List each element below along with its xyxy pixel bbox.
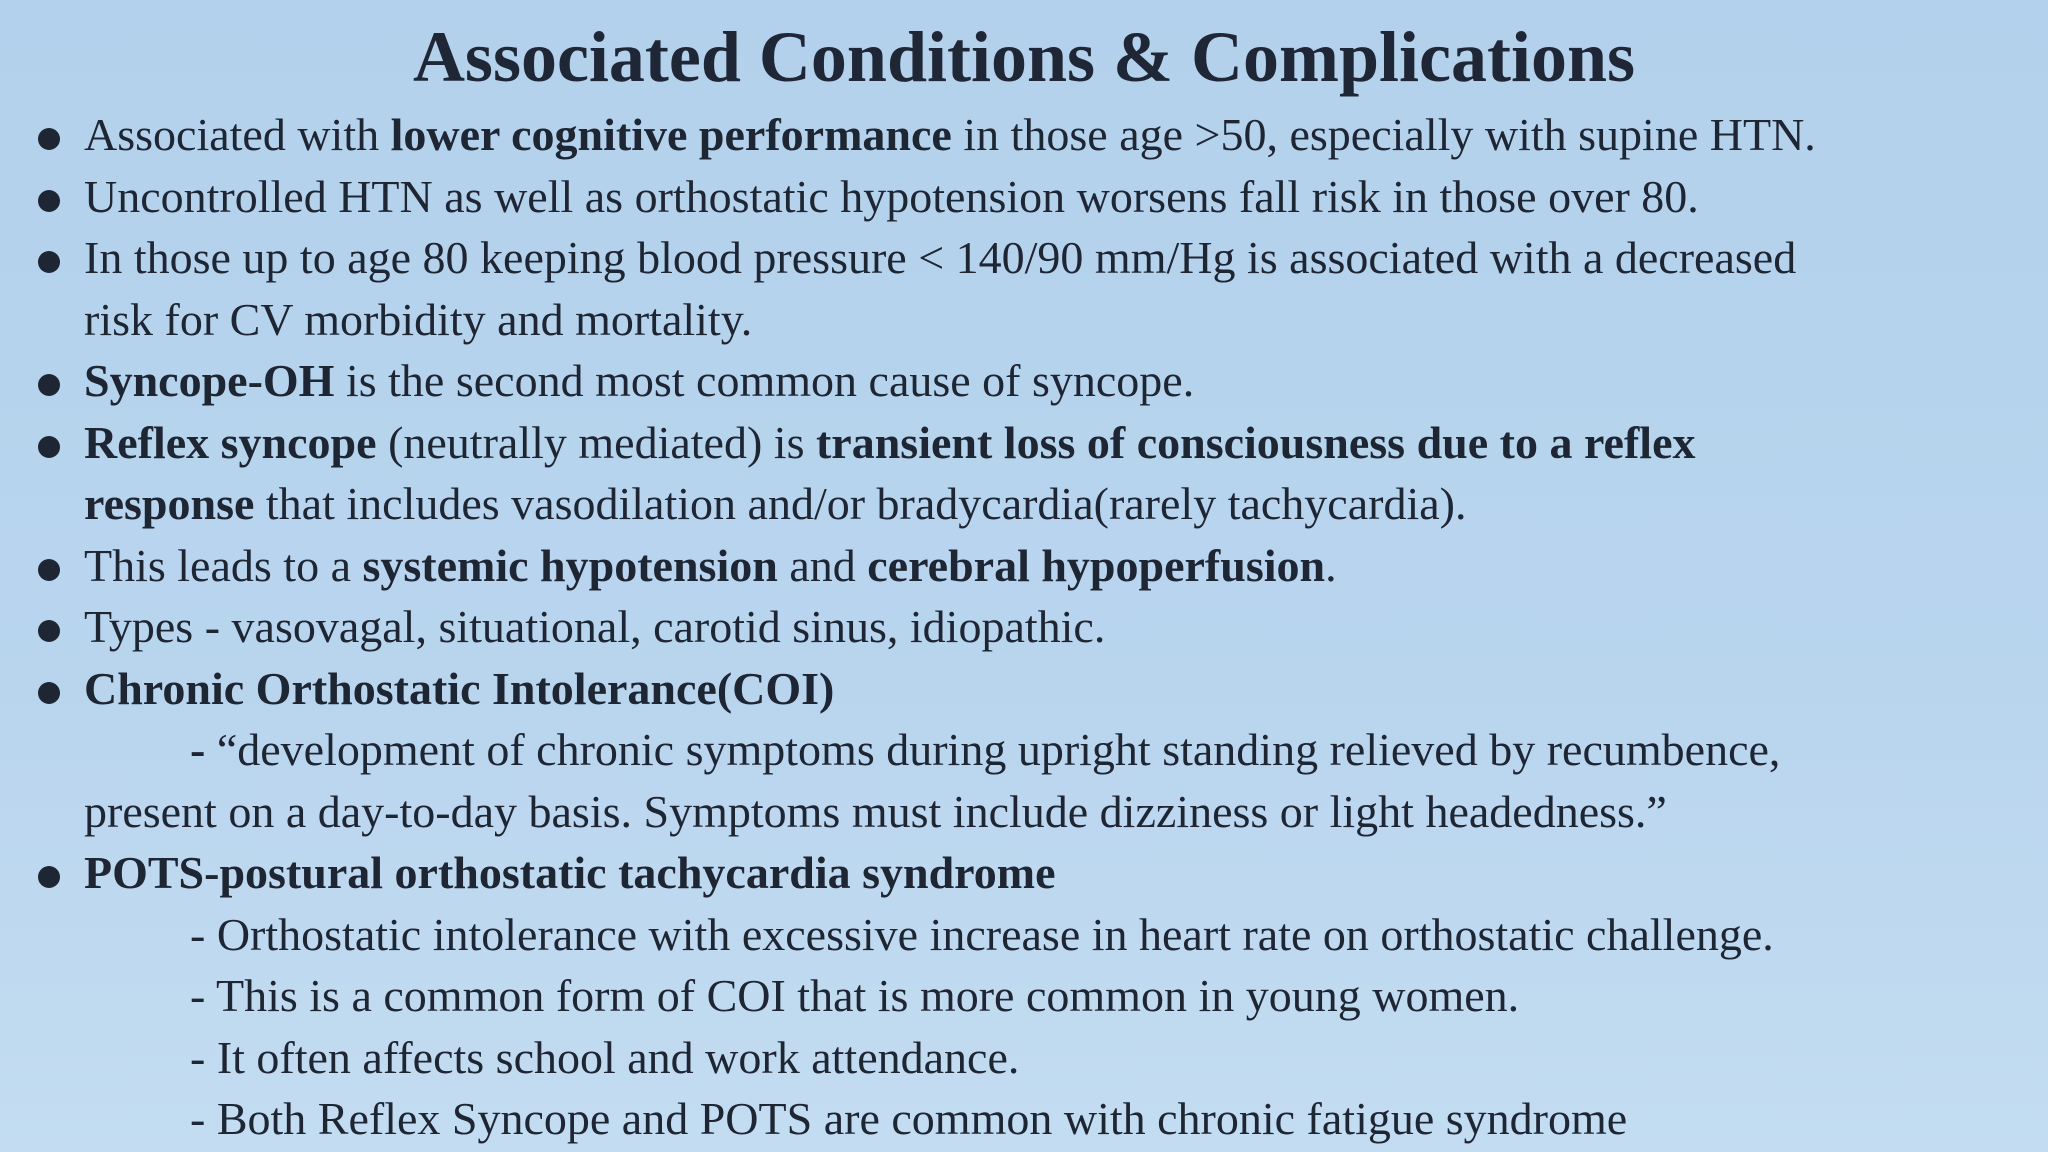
bullet-item-blood-pressure: In those up to age 80 keeping blood pressure < 140/90 mm/Hg is associated with a decreased risk for CV morbidity and mortality. [34, 227, 2034, 350]
bullet-dot-icon [38, 866, 60, 888]
bullet-dot-icon [38, 190, 60, 212]
bullet-dot-icon [38, 682, 60, 704]
bullet-dot-icon [38, 251, 60, 273]
bullet-item-cognitive: Associated with lower cognitive performance in those age >50, especially with supine HTN. [34, 104, 2034, 166]
bullet-list [34, 104, 2034, 1150]
pots-sub-item: - Both Reflex Syncope and POTS are common with chronic fatigue syndrome [190, 1093, 1628, 1144]
pots-sub-item: - Orthostatic intolerance with excessive increase in heart rate on orthostatic challenge. [190, 908, 1774, 960]
bullet-item-types: Types - vasovagal, situational, carotid sinus, idiopathic. [34, 596, 2034, 658]
bullet-item-hypotension: This leads to a systemic hypotension and cerebral hypoperfusion. [34, 535, 2034, 597]
pots-sub-item: - It often affects school and work attendance. [190, 1031, 1020, 1083]
bullet-item-fall-risk: Uncontrolled HTN as well as orthostatic hypotension worsens fall risk in those over 80. [34, 166, 2034, 228]
slide-title: Associated Conditions & Complications [412, 17, 1636, 97]
pots-heading: POTS-postural orthostatic tachycardia syndrome [84, 847, 1056, 898]
pots-sub-item: - This is a common form of COI that is more common in young women. [190, 970, 1520, 1021]
bullet-dot-icon [38, 374, 60, 396]
bullet-dot-icon [38, 620, 60, 642]
bullet-item-coi: Chronic Orthostatic Intolerance(COI) - “development of chronic symptoms during upright standing relieved by recumbence, present on a day-to-day basis. Symptoms must include dizziness or light headedness.” [34, 658, 2034, 843]
bullet-dot-icon [38, 559, 60, 581]
bullet-dot-icon [38, 436, 60, 458]
bullet-item-syncope-oh: Syncope-OH is the second most common cause of syncope. [34, 350, 2034, 412]
bullet-item-pots [34, 842, 2034, 904]
coi-heading: Chronic Orthostatic Intolerance(COI) [84, 662, 835, 714]
bullet-dot-icon [38, 128, 60, 150]
bullet-item-reflex-syncope: Reflex syncope (neutrally mediated) is transient loss of consciousness due to a reflex response that includes vasodilation and/or bradycardia(rarely tachycardia). [34, 412, 2034, 535]
